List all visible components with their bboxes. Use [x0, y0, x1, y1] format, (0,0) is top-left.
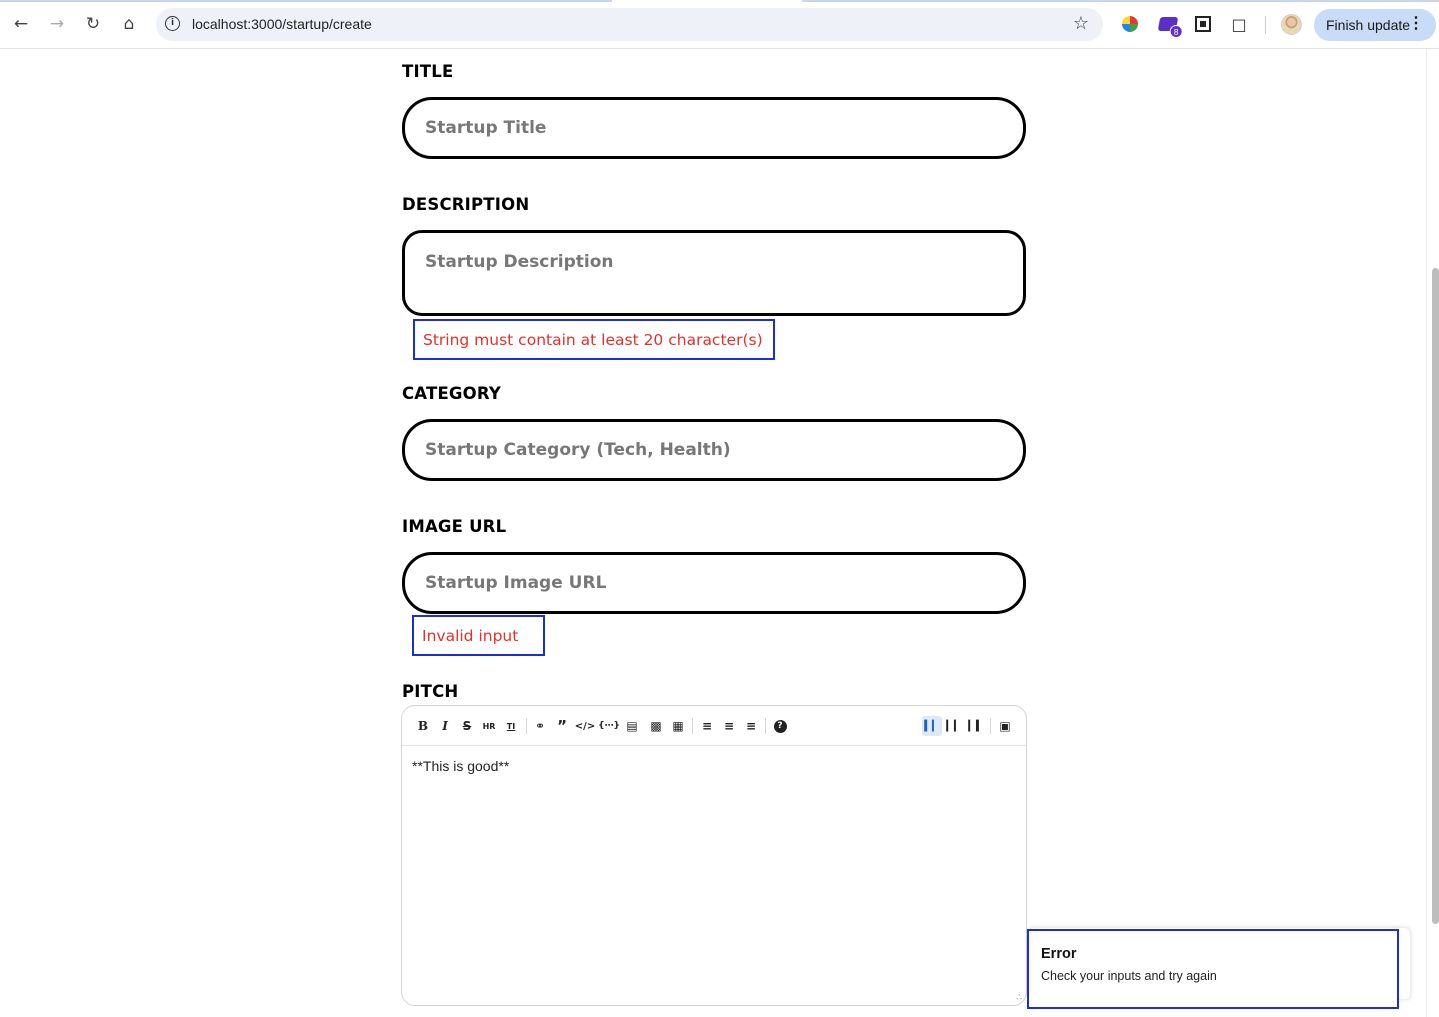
title-icon[interactable]: TI: [506, 721, 516, 731]
edit-mode-icon[interactable]: ▍▎: [922, 716, 942, 736]
live-mode-icon[interactable]: ▎▎: [946, 720, 962, 732]
pitch-editor-content[interactable]: **This is good**: [412, 758, 510, 774]
image-url-error: Invalid input: [412, 615, 545, 656]
toolbar-divider: [526, 718, 527, 734]
square-extension-icon[interactable]: [1192, 13, 1214, 35]
description-error: String must contain at least 20 character(s): [413, 319, 775, 360]
fullscreen-icon[interactable]: ▣: [999, 719, 1011, 733]
description-textarea[interactable]: [425, 252, 1005, 292]
title-input[interactable]: [425, 100, 1005, 156]
description-field-wrapper: [402, 230, 1026, 316]
back-icon[interactable]: ←: [13, 14, 29, 34]
kebab-menu-icon[interactable]: ⋮: [1408, 15, 1424, 32]
code-block-icon[interactable]: {⋯}: [598, 721, 620, 731]
toolbar-divider: [990, 718, 991, 734]
hr-icon[interactable]: HR: [482, 721, 496, 731]
image-url-field-wrapper: [402, 552, 1026, 614]
site-info-icon[interactable]: i: [165, 16, 180, 31]
finish-update-label: Finish update: [1326, 17, 1411, 33]
pitch-label: PITCH: [402, 682, 459, 701]
page-scrollbar-thumb[interactable]: [1432, 268, 1439, 924]
image-url-label: IMAGE URL: [402, 517, 507, 536]
strikethrough-icon[interactable]: S: [462, 719, 472, 733]
unordered-list-icon[interactable]: ≡: [701, 719, 713, 733]
home-icon[interactable]: ⌂: [123, 14, 135, 34]
category-label: CATEGORY: [402, 384, 502, 403]
code-icon[interactable]: </>: [574, 720, 596, 732]
italic-icon[interactable]: I: [442, 719, 448, 733]
hat-extension-icon[interactable]: [1157, 13, 1179, 35]
color-extension-icon[interactable]: [1119, 13, 1141, 35]
preview-mode-icon[interactable]: ▎▍: [968, 720, 984, 732]
pitch-markdown-editor: [401, 705, 1027, 1006]
comment-icon[interactable]: ▤: [626, 719, 638, 733]
tab-strip-edge: [0, 0, 1439, 2]
error-toast[interactable]: [1027, 929, 1399, 1009]
title-field-wrapper: [402, 97, 1026, 159]
toolbar-divider: [765, 718, 766, 734]
description-label: DESCRIPTION: [402, 195, 530, 214]
quote-icon[interactable]: ”: [557, 717, 567, 735]
editor-toolbar: [402, 706, 1026, 746]
address-bar[interactable]: [156, 8, 1103, 41]
reload-icon[interactable]: ↻: [85, 14, 101, 34]
bookmark-star-icon[interactable]: ☆: [1072, 13, 1089, 34]
category-input[interactable]: [425, 422, 1005, 478]
ordered-list-icon[interactable]: ≡: [723, 719, 735, 733]
toolbar-divider: [692, 718, 693, 734]
toast-description: Check your inputs and try again: [1041, 969, 1217, 983]
help-icon[interactable]: ?: [770, 716, 790, 736]
browser-toolbar: [0, 0, 1439, 49]
link-icon[interactable]: ⚭: [534, 719, 546, 733]
forward-icon[interactable]: →: [49, 14, 65, 34]
profile-avatar[interactable]: [1281, 14, 1302, 35]
checked-list-icon[interactable]: ≡: [745, 719, 757, 733]
title-label: TITLE: [402, 62, 454, 81]
puzzle-extensions-icon[interactable]: □: [1231, 14, 1247, 34]
category-field-wrapper: [402, 419, 1026, 481]
url-text[interactable]: localhost:3000/startup/create: [192, 16, 372, 32]
bold-icon[interactable]: B: [417, 719, 429, 733]
table-icon[interactable]: ▦: [672, 719, 684, 733]
image-icon[interactable]: ▩: [650, 719, 662, 733]
toast-title: Error: [1041, 946, 1077, 962]
resize-grip-icon[interactable]: ∴: [1016, 993, 1022, 1003]
toolbar-divider: [1265, 16, 1266, 34]
extension-badge: 8: [1170, 25, 1183, 38]
finish-update-button[interactable]: [1314, 9, 1436, 41]
image-url-input[interactable]: [425, 555, 1005, 611]
